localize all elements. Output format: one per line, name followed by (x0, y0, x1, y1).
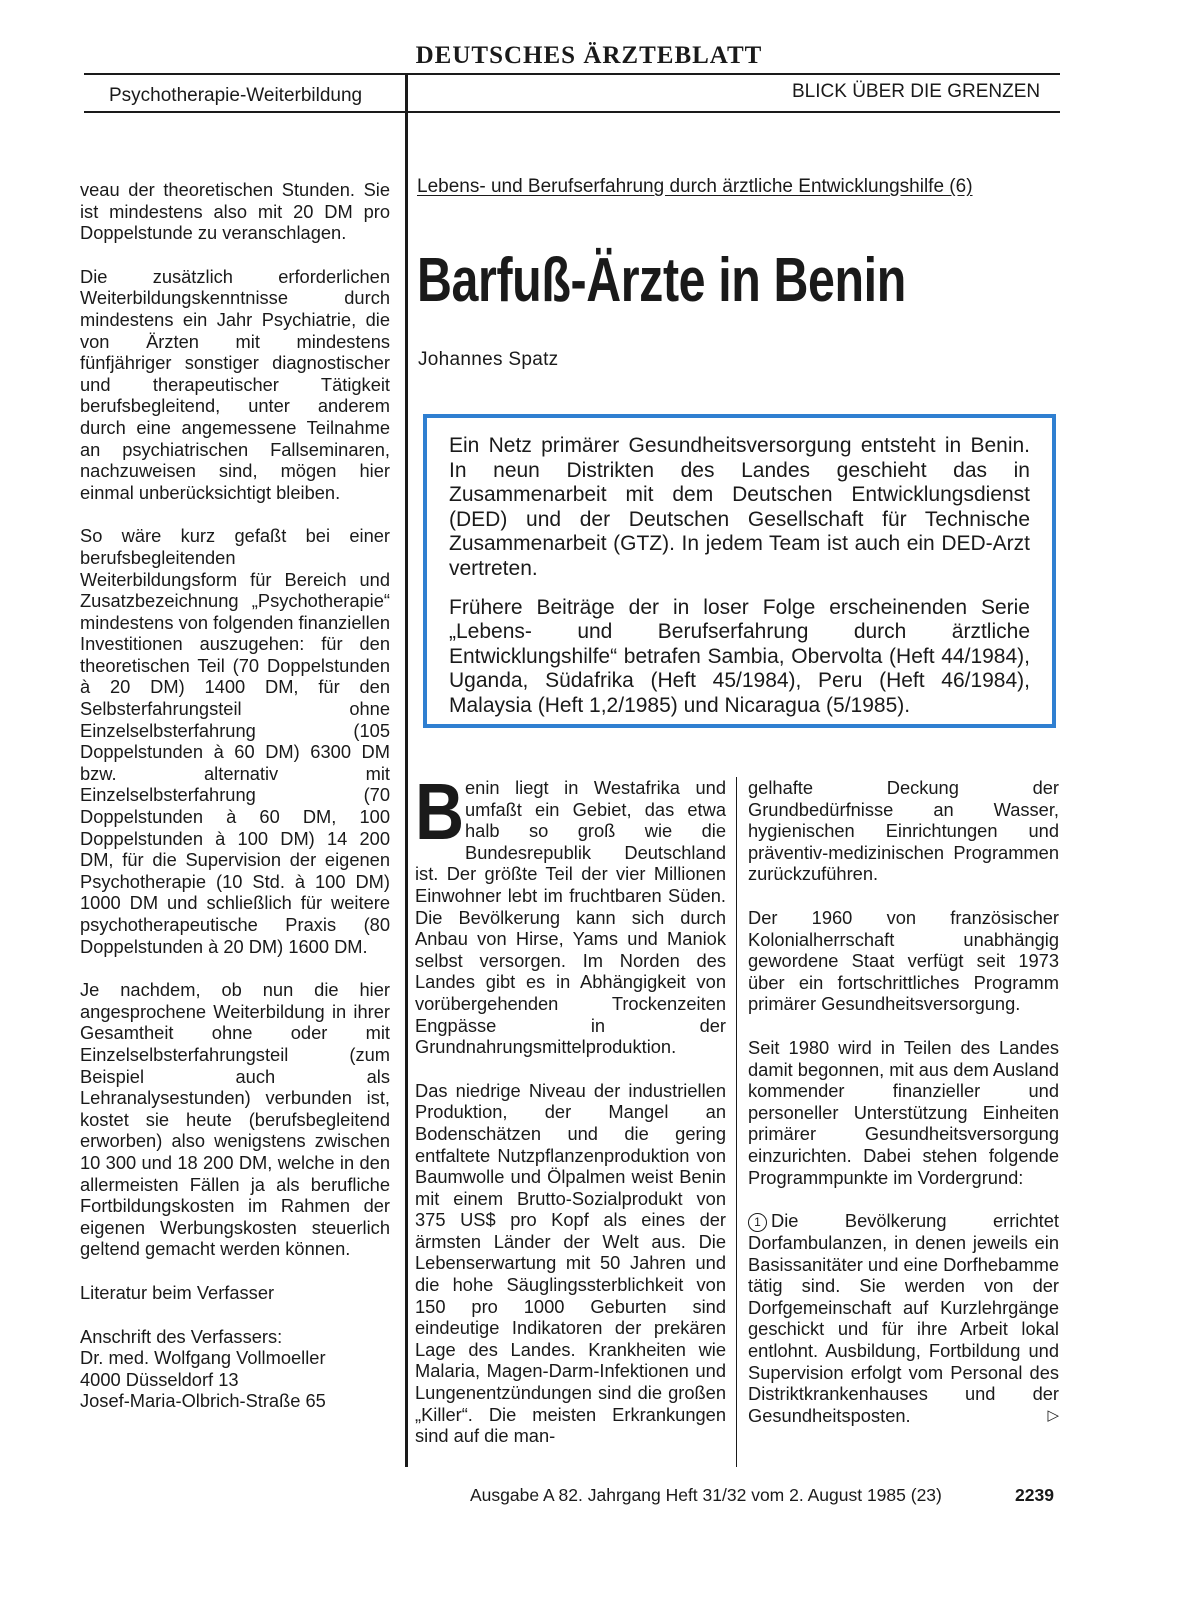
article-middle-column (415, 767, 726, 1469)
section-right-heading: BLICK ÜBER DIE GRENZEN (792, 81, 1041, 102)
lead-paragraph-text: enin liegt in Westafrika und umfaßt ein Gebiet, das etwa halb so groß wie die Bundesrepublik Deutschland ist. Der größte Teil der vier Millionen Einwohner lebt im fruchtbaren Süden. Die Bevölkerung kann sich durch Anbau von Hirse, Yams und Maniok selbst versorgen. Im Norden des Landes gibt es in Abhängigkeit von vorübergehenden Trockenzeiten Engpässe in der Grundnahrungsmittelproduktion. (415, 777, 726, 1058)
address-label: Anschrift des Verfassers: (80, 1325, 283, 1347)
article-author: Johannes Spatz (418, 349, 559, 370)
page-number: 2239 (1015, 1485, 1054, 1505)
circled-number-marker: 1 (748, 1213, 767, 1232)
masthead: DEUTSCHES ÄRZTEBLATT (415, 42, 763, 69)
numbered-list-item (748, 1210, 1059, 1426)
drop-cap: B (415, 767, 465, 856)
left-paragraph: Die zusätzlich erforderlichen Weiterbildungskenntnisse durch mindestens ein Jahr Psychiatrie, die von Ärzten mit mindestens fünfjähriger sonstiger diagnostischer und therapeutischer Tätigkeit berufsbegleitend, unter anderem durch eine angemessene Teilnahme an psychiatrischen Fallseminaren, nachzuweisen sind, mögen hier einmal unberücksichtigt bleiben. (80, 265, 390, 503)
article-kicker: Lebens- und Berufserfahrung durch ärztliche Entwicklungshilfe (6) (417, 176, 973, 197)
article-column-rule (736, 777, 737, 1467)
author-address (80, 1326, 390, 1412)
article-paragraph: Seit 1980 wird in Teilen des Landes damit begonnen, mit aus dem Ausland kommender finanzieller und personeller Unterstützung Einheiten primärer Gesundheitsversorgung einzurichten. Dabei stehen folgende Programmpunkte im Vordergrund: (748, 1036, 1059, 1188)
masthead-rule (84, 73, 1060, 75)
summary-paragraph: Ein Netz primärer Gesundheitsversorgung entsteht in Benin. In neun Distrikten des Landes geschieht das in Zusammenarbeit mit dem Deutschen Entwicklungsdienst (DED) und der Deutschen Gesellschaft für Technische Zusammenarbeit (GTZ). In jedem Team ist auch ein DED-Arzt vertreten. (449, 434, 1030, 580)
summary-paragraph: Frühere Beiträge der in loser Folge erscheinenden Serie „Lebens- und Berufserfahrung durch ärztliche Entwicklungshilfe“ betrafen Sambia, Obervolta (Heft 44/1984), Uganda, Südafrika (Heft 45/1984), Peru (Heft 46/1984), Malaysia (Heft 1,2/1985) und Nicaragua (5/1985). (449, 595, 1030, 717)
left-paragraph: veau der theoretischen Stunden. Sie ist mindestens also mit 20 DM pro Doppelstunde zu veranschlagen. (80, 179, 390, 244)
summary-box (423, 414, 1056, 728)
issue-footer: Ausgabe A 82. Jahrgang Heft 31/32 vom 2. August 1985 (23) (470, 1485, 942, 1505)
column-divider (405, 74, 408, 1467)
list-item-text: Die Bevölkerung errichtet Dorfambulanzen, in denen jeweils ein Basissanitäter und eine Dorfhebamme tätig sind. Sie werden von der Dorfgemeinschaft auf Kurzlehrgänge geschickt und für ihre Arbeit lokal entlohnt. Ausbildung, Fortbildung und Supervision erfolgt vom Personal des Distriktkrankenhauses und der Gesundheitsposten. (748, 1210, 1059, 1426)
article-title: Barfuß-Ärzte in Benin (417, 246, 906, 315)
left-paragraph: So wäre kurz gefaßt bei einer berufsbegleitenden Weiterbildungsform für Bereich und Zusatzbezeichnung „Psychotherapie“ mindestens von folgenden finanziellen Investitionen auszugehen: für den theoretischen Teil (70 Doppelstunden à 20 DM) 1400 DM, für den Selbsterfahrungsteil ohne Einzelselbsterfahrung (105 Doppelstunden à 60 DM) 6300 DM bzw. alternativ mit Einzelselbsterfahrung (70 Doppelstunden à 60 DM, 100 Doppelstunden à 100 DM) 14 200 DM, für die Supervision der eigenen Psychotherapie (10 Std. à 100 DM) 1000 DM und schließlich für weitere psychotherapeutische Praxis (80 Doppelstunden à 20 DM) 1600 DM. (80, 525, 390, 957)
address-name: Dr. med. Wolfgang Vollmoeller (80, 1347, 326, 1369)
lead-paragraph (415, 767, 726, 1058)
address-street: Josef-Maria-Olbrich-Straße 65 (80, 1390, 326, 1412)
left-paragraph: Je nachdem, ob nun die hier angesprochene Weiterbildung in ihrer Gesamtheit ohne oder mit Einzelselbsterfahrungsteil (zum Beispiel auch als Lehranalysestunden) verbunden ist, kostet sie heute (berufsbegleitend erworben) also wenigstens zwischen 10 300 und 18 200 DM, welche in den allermeisten Fällen ja als berufliche Fortbildungskosten im Rahmen der eigenen Werbungskosten steuerlich geltend gemacht werden können. (80, 979, 390, 1260)
left-column (80, 179, 390, 1412)
article-right-column (748, 777, 1059, 1426)
header-bottom-rule (84, 111, 1060, 113)
literature-note: Literatur beim Verfasser (80, 1281, 275, 1303)
article-paragraph: gelhafte Deckung der Grundbedürfnisse an Wasser, hygienischen Einrichtungen und präventiv-medizinischen Programmen zurückzuführen. (748, 777, 1059, 885)
section-left-heading: Psychotherapie-Weiterbildung (109, 85, 363, 106)
article-paragraph: Der 1960 von französischer Kolonialherrschaft unabhängig gewordene Staat verfügt seit 1973 über ein fortschrittliches Programm primärer Gesundheitsversorgung. (748, 906, 1059, 1015)
address-city: 4000 Düsseldorf 13 (80, 1368, 239, 1390)
article-paragraph: Das niedrige Niveau der industriellen Produktion, der Mangel an Bodenschätzen und die gering entfaltete Nutzpflanzenproduktion von Baumwolle und Ölpalmen weist Benin mit einem Brutto-Sozialprodukt von 375 US$ pro Kopf als eines der ärmsten Länder der Welt aus. Die Lebenserwartung mit 50 Jahren und die hohe Säuglingssterblichkeit von 150 pro 1000 Geburten sind eindeutige Indikatoren der prekären Lage des Landes. Krankheiten wie Malaria, Magen-Darm-Infektionen und Lungenentzündungen sind die großen „Killer“. Die meisten Erkrankungen sind auf die man- (415, 1079, 726, 1447)
continue-arrow-icon: ▷ (1047, 1406, 1059, 1424)
